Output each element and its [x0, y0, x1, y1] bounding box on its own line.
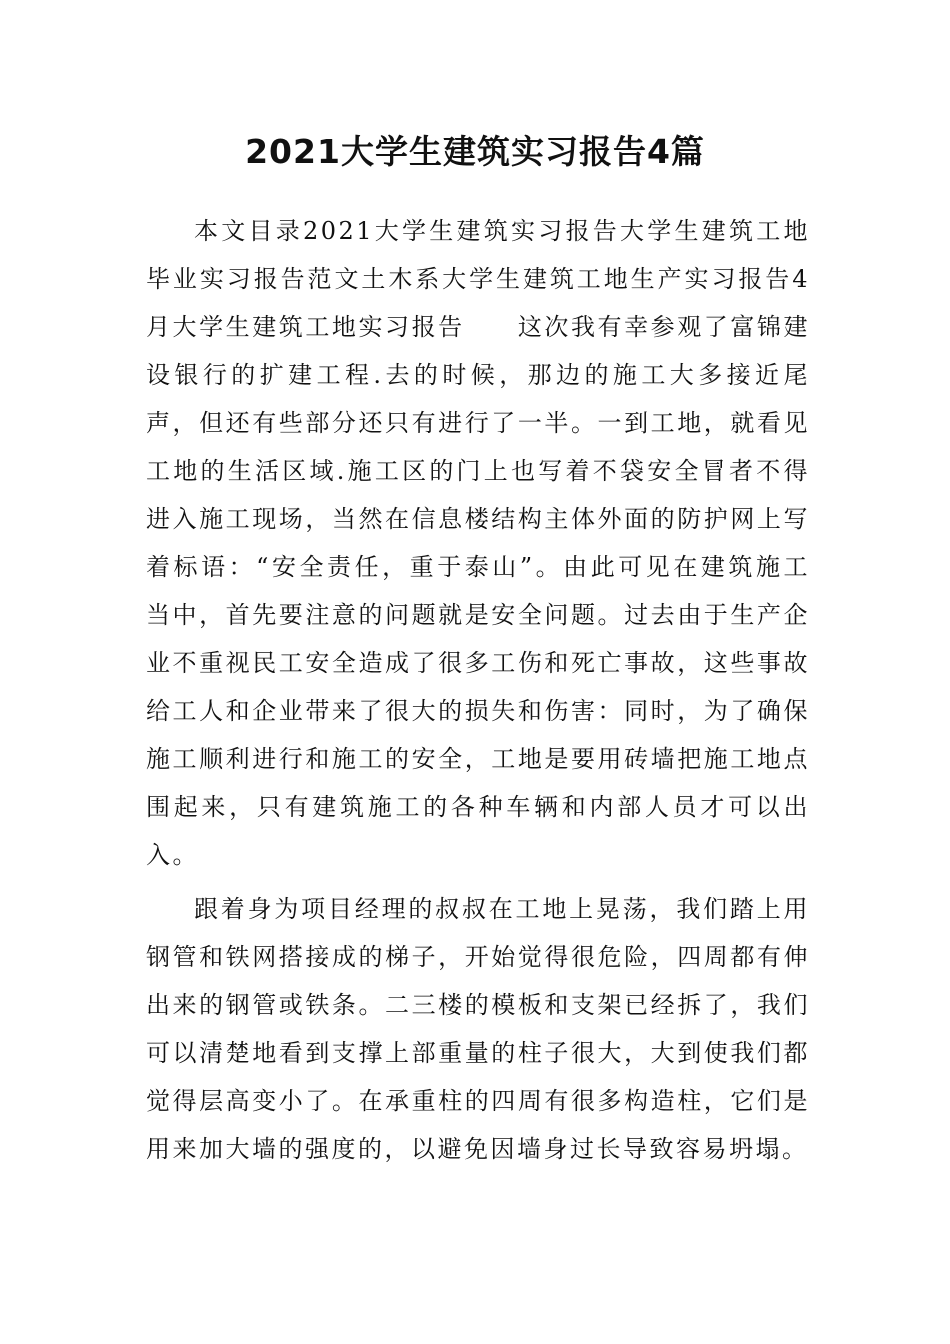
document-title: 2021大学生建筑实习报告4篇 — [245, 132, 705, 171]
paragraph-2: 跟着身为项目经理的叔叔在工地上晃荡，我们踏上用钢管和铁网搭接成的梯子，开始觉得很危险，四周都有伸出来的钢管或铁条。二三楼的模板和支架已经拆了，我们可以清楚地看到支撑上部重量的柱子很大，大到使我们都觉得层高变小了。在承重柱的四周有很多构造柱，它们是用来加大墙的强度的，以避免因墙身过长导致容易坍塌。 — [146, 895, 810, 1163]
paragraph-1: 本文目录2021大学生建筑实习报告大学生建筑工地毕业实习报告范文土木系大学生建筑工地生产实习报告4月大学生建筑工地实习报告 这次我有幸参观了富锦建设银行的扩建工程.去的时候，那边的施工大多接近尾声，但还有些部分还只有进行了一半。一到工地，就看见工地的生活区域.施工区的门上也写着不袋安全冒者不得进入施工现场，当然在信息楼结构主体外面的防护网上写着标语：“安全责任，重于泰山”。由此可见在建筑施工当中，首先要注意的问题就是安全问题。过去由于生产企业不重视民工安全造成了很多工伤和死亡事故，这些事故给工人和企业带来了很大的损失和伤害：同时，为了确保施工顺利进行和施工的安全，工地是要用砖墙把施工地点围起来，只有建筑施工的各种车辆和内部人员才可以出入。 — [146, 217, 810, 869]
document-body — [146, 207, 810, 1173]
